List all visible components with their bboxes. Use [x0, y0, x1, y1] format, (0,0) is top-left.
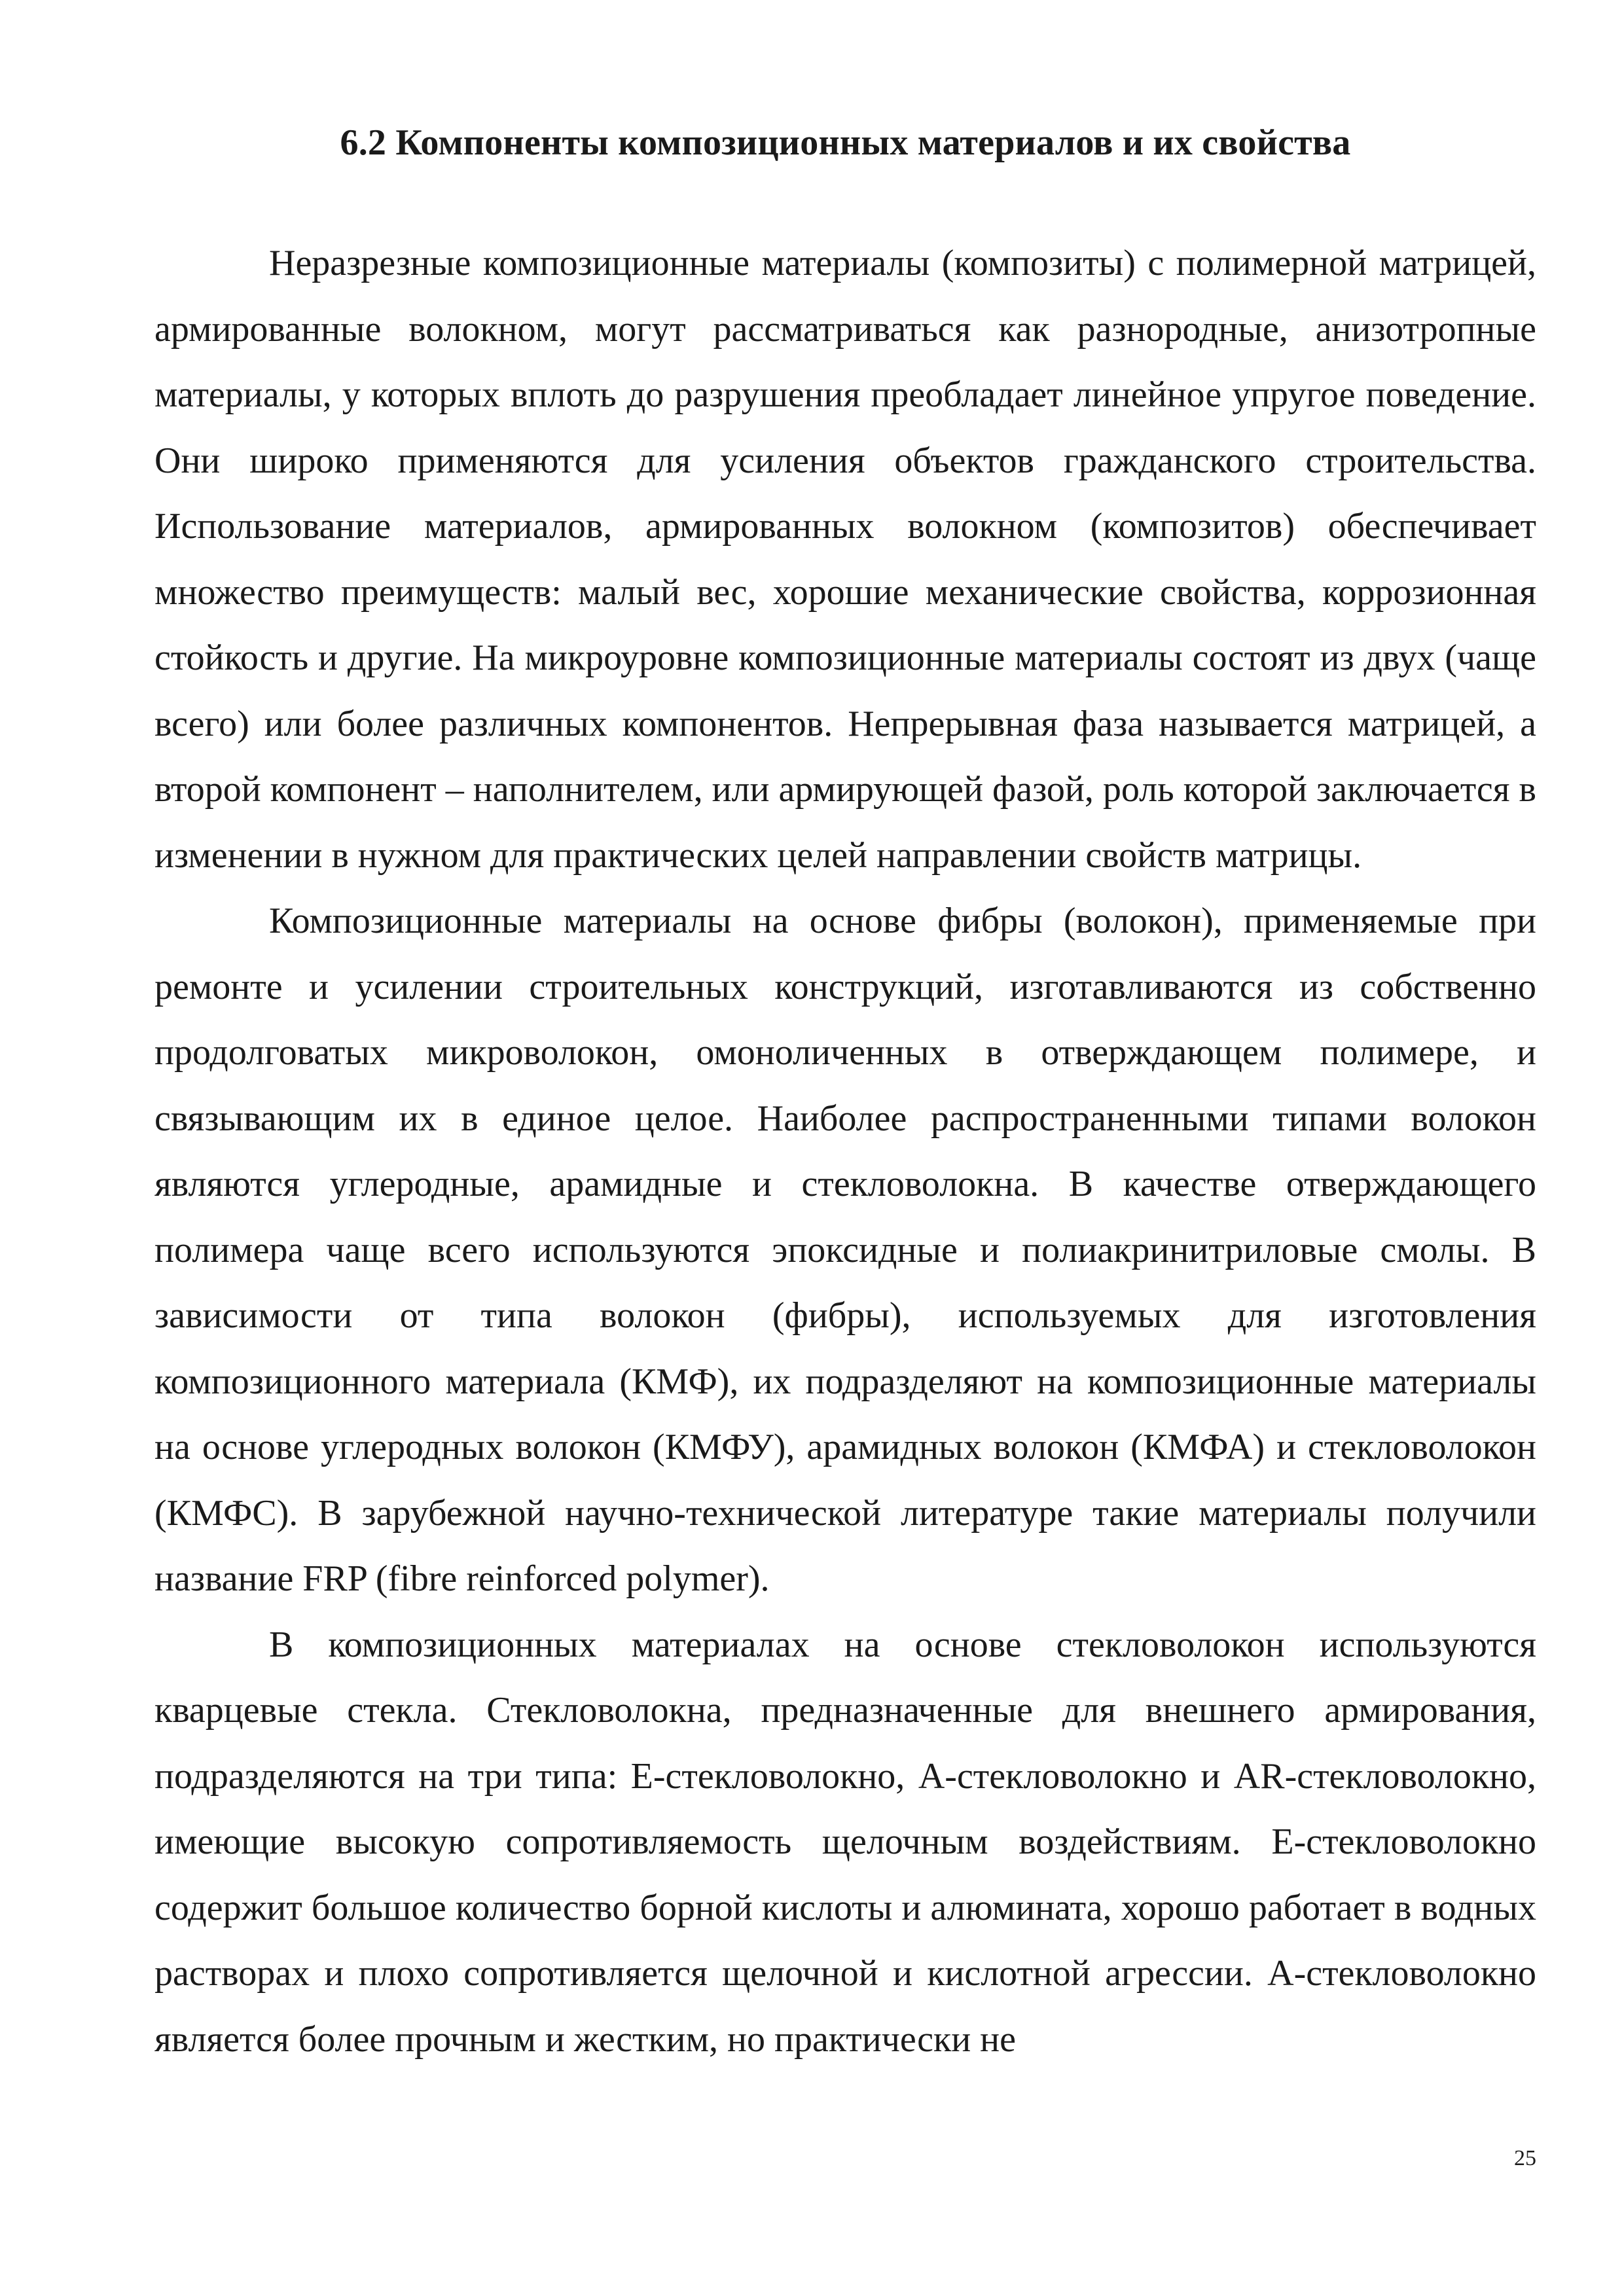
- paragraph-1: Неразрезные композиционные материалы (композиты) с полимерной матрицей, армированные волокном, могут рассматриваться как разнородные, анизотропные материалы, у которых вплоть до разрушения преобладает линейное упругое поведение. Они широко применяются для усиления объектов гражданского строительства. Использование материалов, армированных волокном (композитов) обеспечивает множество преимуществ: малый вес, хорошие механические свойства, коррозионная стойкость и другие. На микроуровне композиционные материалы состоят из двух (чаще всего) или более различных компонентов. Непрерывная фаза называется матрицей, а второй компонент – наполнителем, или армирующей фазой, роль которой заключается в изменении в нужном для практических целей направлении свойств матрицы.: [154, 243, 1536, 876]
- paragraph-2: Композиционные материалы на основе фибры (волокон), применяемые при ремонте и усилении строительных конструкций, изготавливаются из собственно продолговатых микроволокон, омоноличенных в отверждающем полимере, и связывающим их в единое целое. Наиболее распространенными типами волокон являются углеродные, арамидные и стекловолокна. В качестве отверждающего полимера чаще всего используются эпоксидные и полиакринитриловые смолы. В зависимости от типа волокон (фибры), используемых для изготовления композиционного материала (КМФ), их подразделяют на композиционные материалы на основе углеродных волокон (КМФУ), арамидных волокон (КМФА) и стекловолокон (КМФС). В зарубежной научно-технической литературе такие материалы получили название FRP (fibre reinforced polymer).: [154, 901, 1536, 1599]
- paragraph-3: В композиционных материалах на основе стекловолокон используются кварцевые стекла. Стекловолокна, предназначенные для внешнего армирования, подразделяются на три типа: Е-стекловолокно, А-стекловолокно и AR-стекловолокно, имеющие высокую сопротивляемость щелочным воздействиям. Е-стекловолокно содержит большое количество борной кислоты и алюмината, хорошо работает в водных растворах и плохо сопротивляется щелочной и кислотной агрессии. А-стекловолокно является более прочным и жестким, но практически не: [154, 1624, 1536, 2060]
- page-number: 25: [1514, 2146, 1536, 2170]
- section-heading: 6.2 Компоненты композиционных материалов и их свойства: [340, 122, 1351, 163]
- body-text: [154, 230, 1536, 2072]
